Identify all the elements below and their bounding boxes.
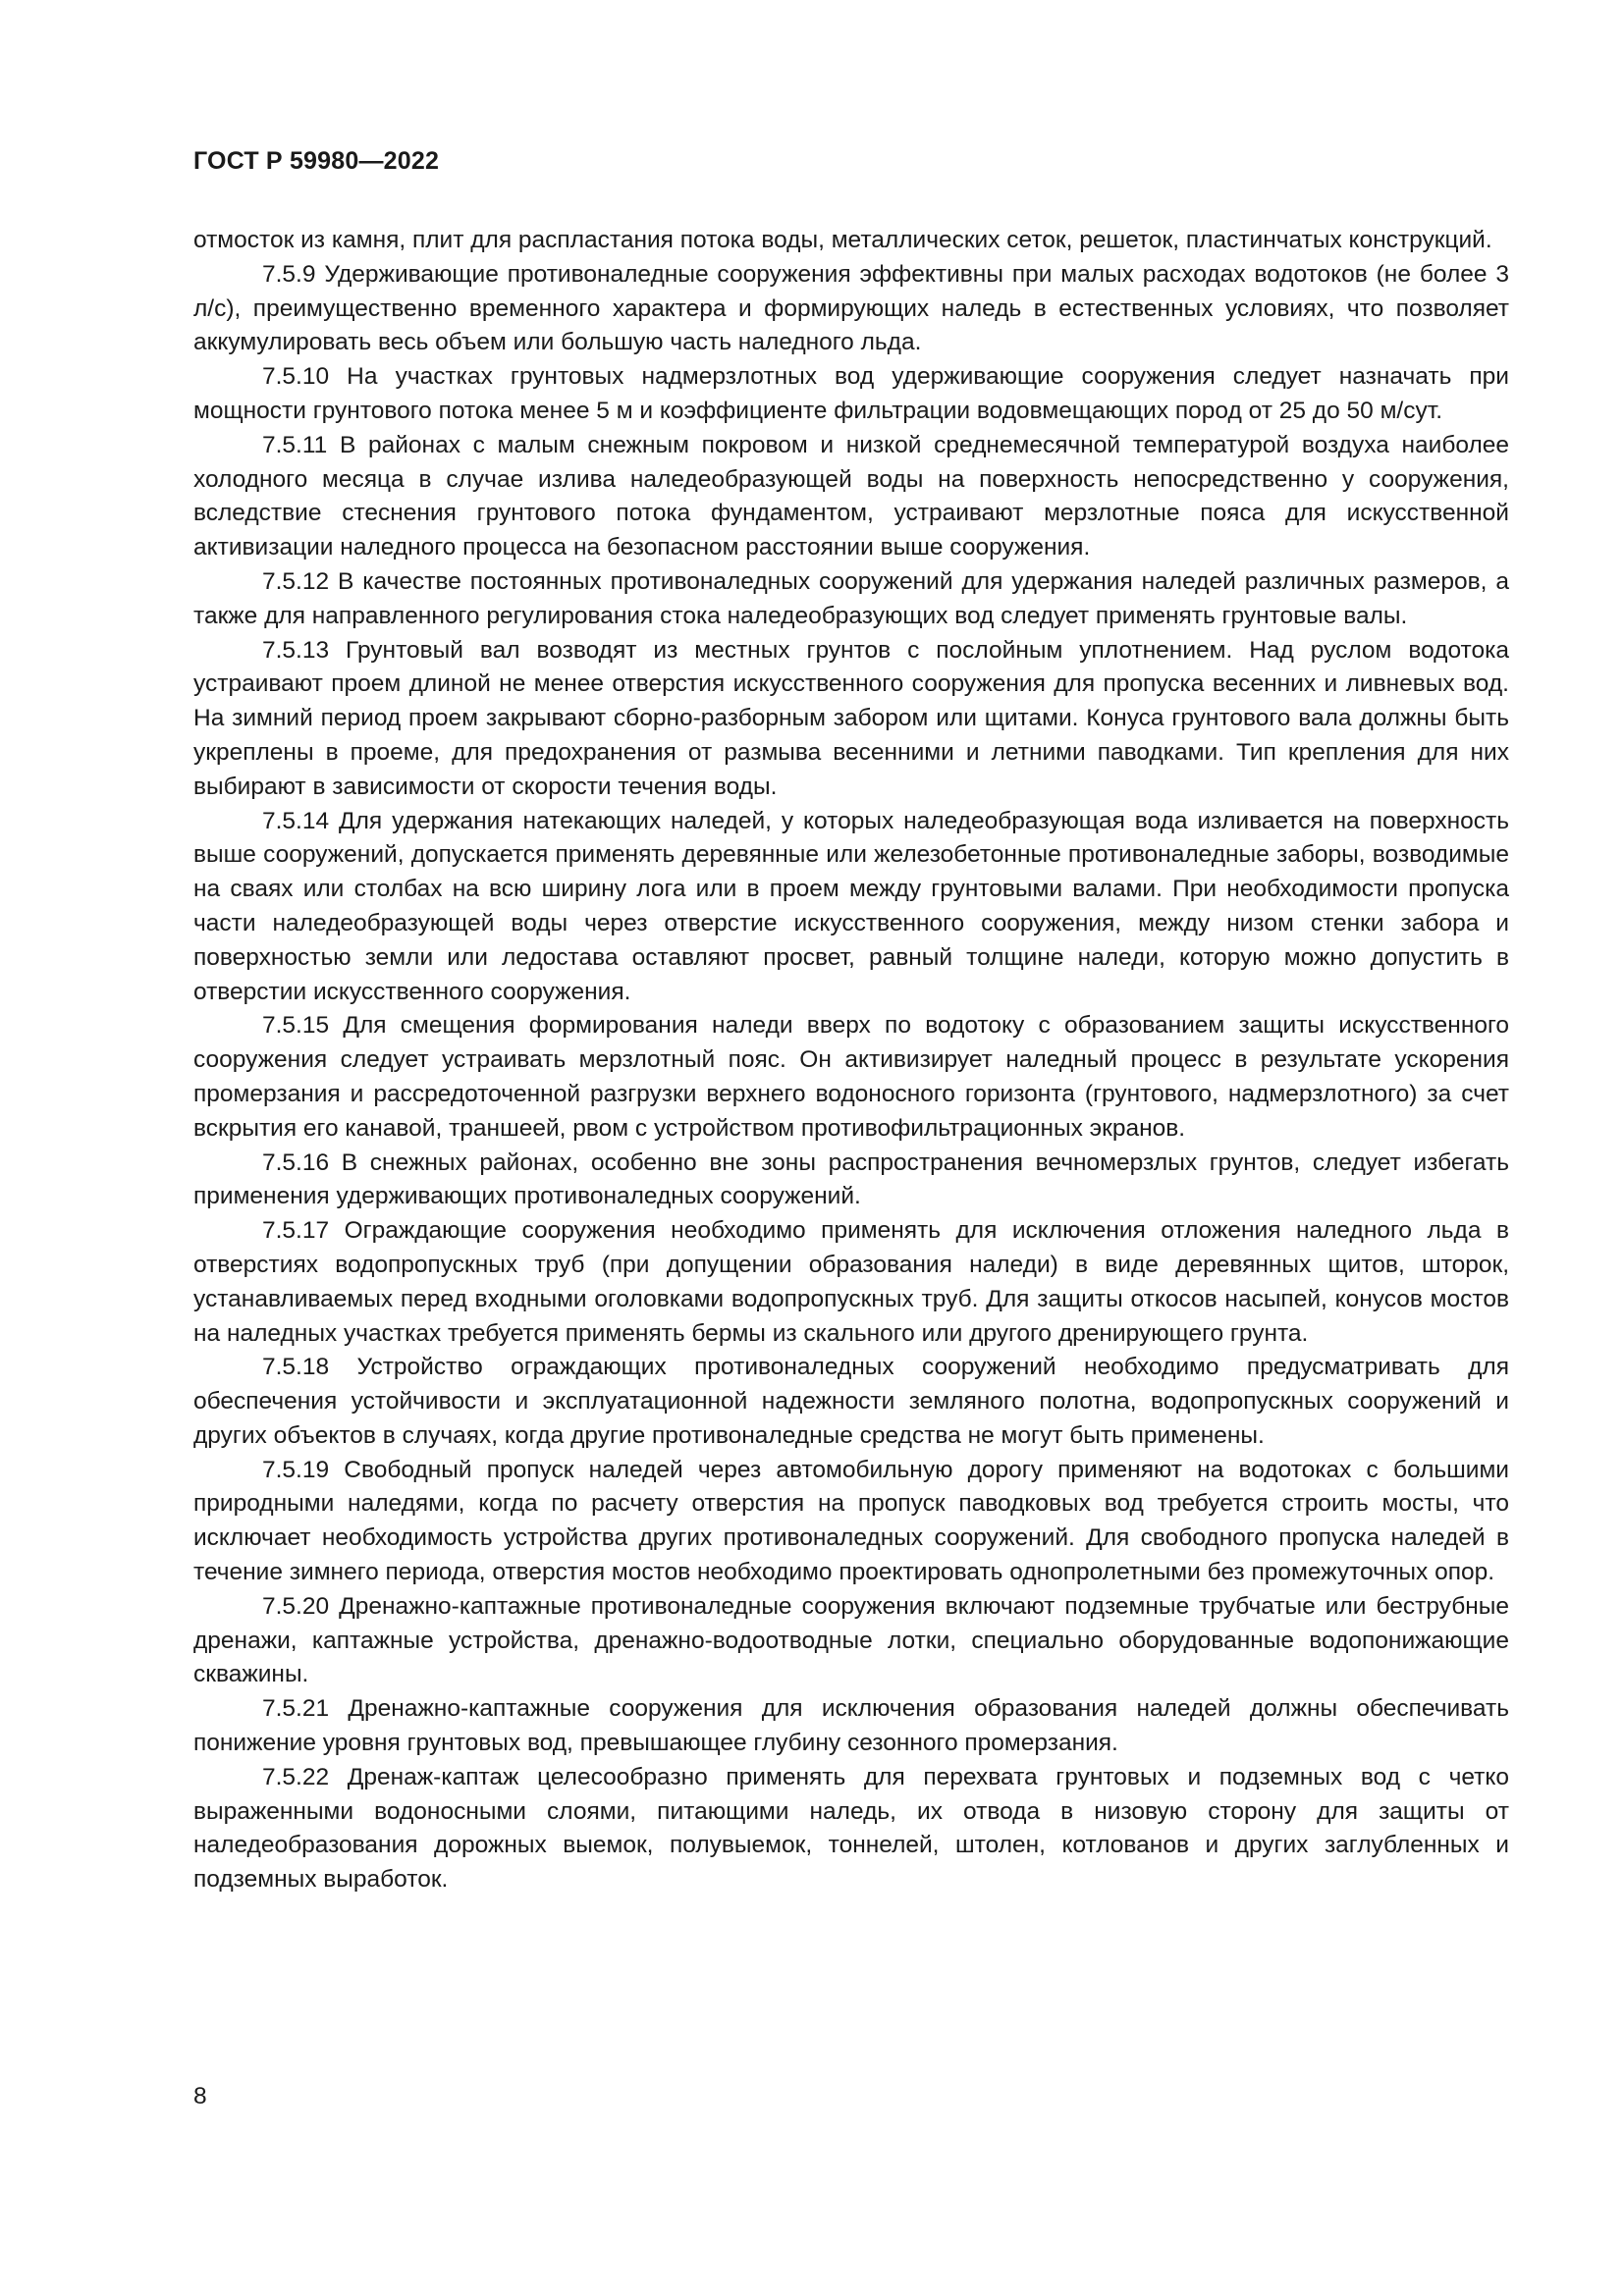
paragraph-7-5-18: 7.5.18 Устройство ограждающих противоналедных сооружений необходимо предусматривать для обеспечения устойчивости и эксплуатационной надежности земляного полотна, водопропускных сооружений и других объектов в случаях, когда другие противоналедные средства не могут быть применены. <box>193 1354 1509 1449</box>
paragraph-continuation: отмосток из камня, плит для распластания потока воды, металлических сеток, решеток, пластинчатых конструкций. <box>193 227 1492 253</box>
paragraph-7-5-19: 7.5.19 Свободный пропуск наледей через автомобильную дорогу применяют на водотоках с большими природными наледями, когда по расчету отверстия на пропуск паводковых вод требуется строить мосты, что исключает необходимость устройства других противоналедных сооружений. Для свободного пропуска наледей в течение зимнего периода, отверстия мостов необходимо проектировать однопролетными без промежуточных опор. <box>193 1456 1509 1586</box>
paragraph-7-5-14: 7.5.14 Для удержания натекающих наледей, у которых наледеобразующая вода изливается на поверхность выше сооружений, допускается применять деревянные или железобетонные противоналедные заборы, возводимые на сваях или столбах на всю ширину лога или в проем между грунтовыми валами. При необходимости пропуска части наледеобразующей воды через отверстие искусственного сооружения, между низом стенки забора и поверхностью земли или ледостава оставляют просвет, равный толщине наледи, которую можно допустить в отверстии искусственного сооружения. <box>193 807 1509 1005</box>
paragraph-7-5-9: 7.5.9 Удерживающие противоналедные сооружения эффективны при малых расходах водотоков (не более 3 л/с), преимущественно временного характера и формирующих наледь в естественных условиях, что позволяет аккумулировать весь объем или большую часть наледного льда. <box>193 260 1509 356</box>
paragraph-7-5-10: 7.5.10 На участках грунтовых надмерзлотных вод удерживающие сооружения следует назначать при мощности грунтового потока менее 5 м и коэффициенте фильтрации водовмещающих пород от 25 до 50 м/сут. <box>193 363 1509 424</box>
paragraph-7-5-11: 7.5.11 В районах с малым снежным покровом и низкой среднемесячной температурой воздуха наиболее холодного месяца в случае излива наледеобразующей воды на поверхность непосредственно у сооружения, вследствие стеснения грунтового потока фундаментом, устраивают мерзлотные пояса для искусственной активизации наледного процесса на безопасном расстоянии выше сооружения. <box>193 431 1509 561</box>
paragraph-7-5-16: 7.5.16 В снежных районах, особенно вне зоны распространения вечномерзлых грунтов, следует избегать применения удерживающих противоналедных сооружений. <box>193 1148 1509 1210</box>
document-header: ГОСТ Р 59980—2022 <box>193 147 440 175</box>
page-number: 8 <box>193 2083 207 2109</box>
paragraph-7-5-21: 7.5.21 Дренажно-каптажные сооружения для исключения образования наледей должны обеспечивать понижение уровня грунтовых вод, превышающее глубину сезонного промерзания. <box>193 1695 1509 1757</box>
paragraph-7-5-20: 7.5.20 Дренажно-каптажные противоналедные сооружения включают подземные трубчатые или беструбные дренажи, каптажные устройства, дренажно-водоотводные лотки, специально оборудованные водопонижающие скважины. <box>193 1592 1509 1688</box>
paragraph-7-5-17: 7.5.17 Ограждающие сооружения необходимо применять для исключения отложения наледного льда в отверстиях водопропускных труб (при допущении образования наледи) в виде деревянных щитов, шторок, устанавливаемых перед входными оголовками водопропускных труб. Для защиты откосов насыпей, конусов мостов на наледных участках требуется применять бермы из скального или другого дренирующего грунта. <box>193 1217 1509 1347</box>
paragraph-7-5-13: 7.5.13 Грунтовый вал возводят из местных грунтов с послойным уплотнением. Над руслом водотока устраивают проем длиной не менее отверстия искусственного сооружения для пропуска весенних и ливневых вод. На зимний период проем закрывают сборно-разборным забором или щитами. Конуса грунтового вала должны быть укреплены в проеме, для предохранения от размыва весенними и летними паводками. Тип крепления для них выбирают в зависимости от скорости течения воды. <box>193 636 1509 800</box>
paragraph-7-5-15: 7.5.15 Для смещения формирования наледи вверх по водотоку с образованием защиты искусственного сооружения следует устраивать мерзлотный пояс. Он активизирует наледный процесс в результате ускорения промерзания и рассредоточенной разгрузки верхнего водоносного горизонта (грунтового, надмерзлотного) за счет вскрытия его канавой, траншеей, рвом с устройством противофильтрационных экранов. <box>193 1012 1509 1142</box>
paragraph-7-5-12: 7.5.12 В качестве постоянных противоналедных сооружений для удержания наледей различных размеров, а также для направленного регулирования стока наледеобразующих вод следует применять грунтовые валы. <box>193 567 1509 629</box>
document-body <box>193 224 1509 1897</box>
paragraph-7-5-22: 7.5.22 Дренаж-каптаж целесообразно применять для перехвата грунтовых и подземных вод с четко выраженными водоносными слоями, питающими наледь, их отвода в низовую сторону для защиты от наледеобразования дорожных выемок, полувыемок, тоннелей, штолен, котлованов и других заглубленных и подземных выработок. <box>193 1763 1509 1894</box>
